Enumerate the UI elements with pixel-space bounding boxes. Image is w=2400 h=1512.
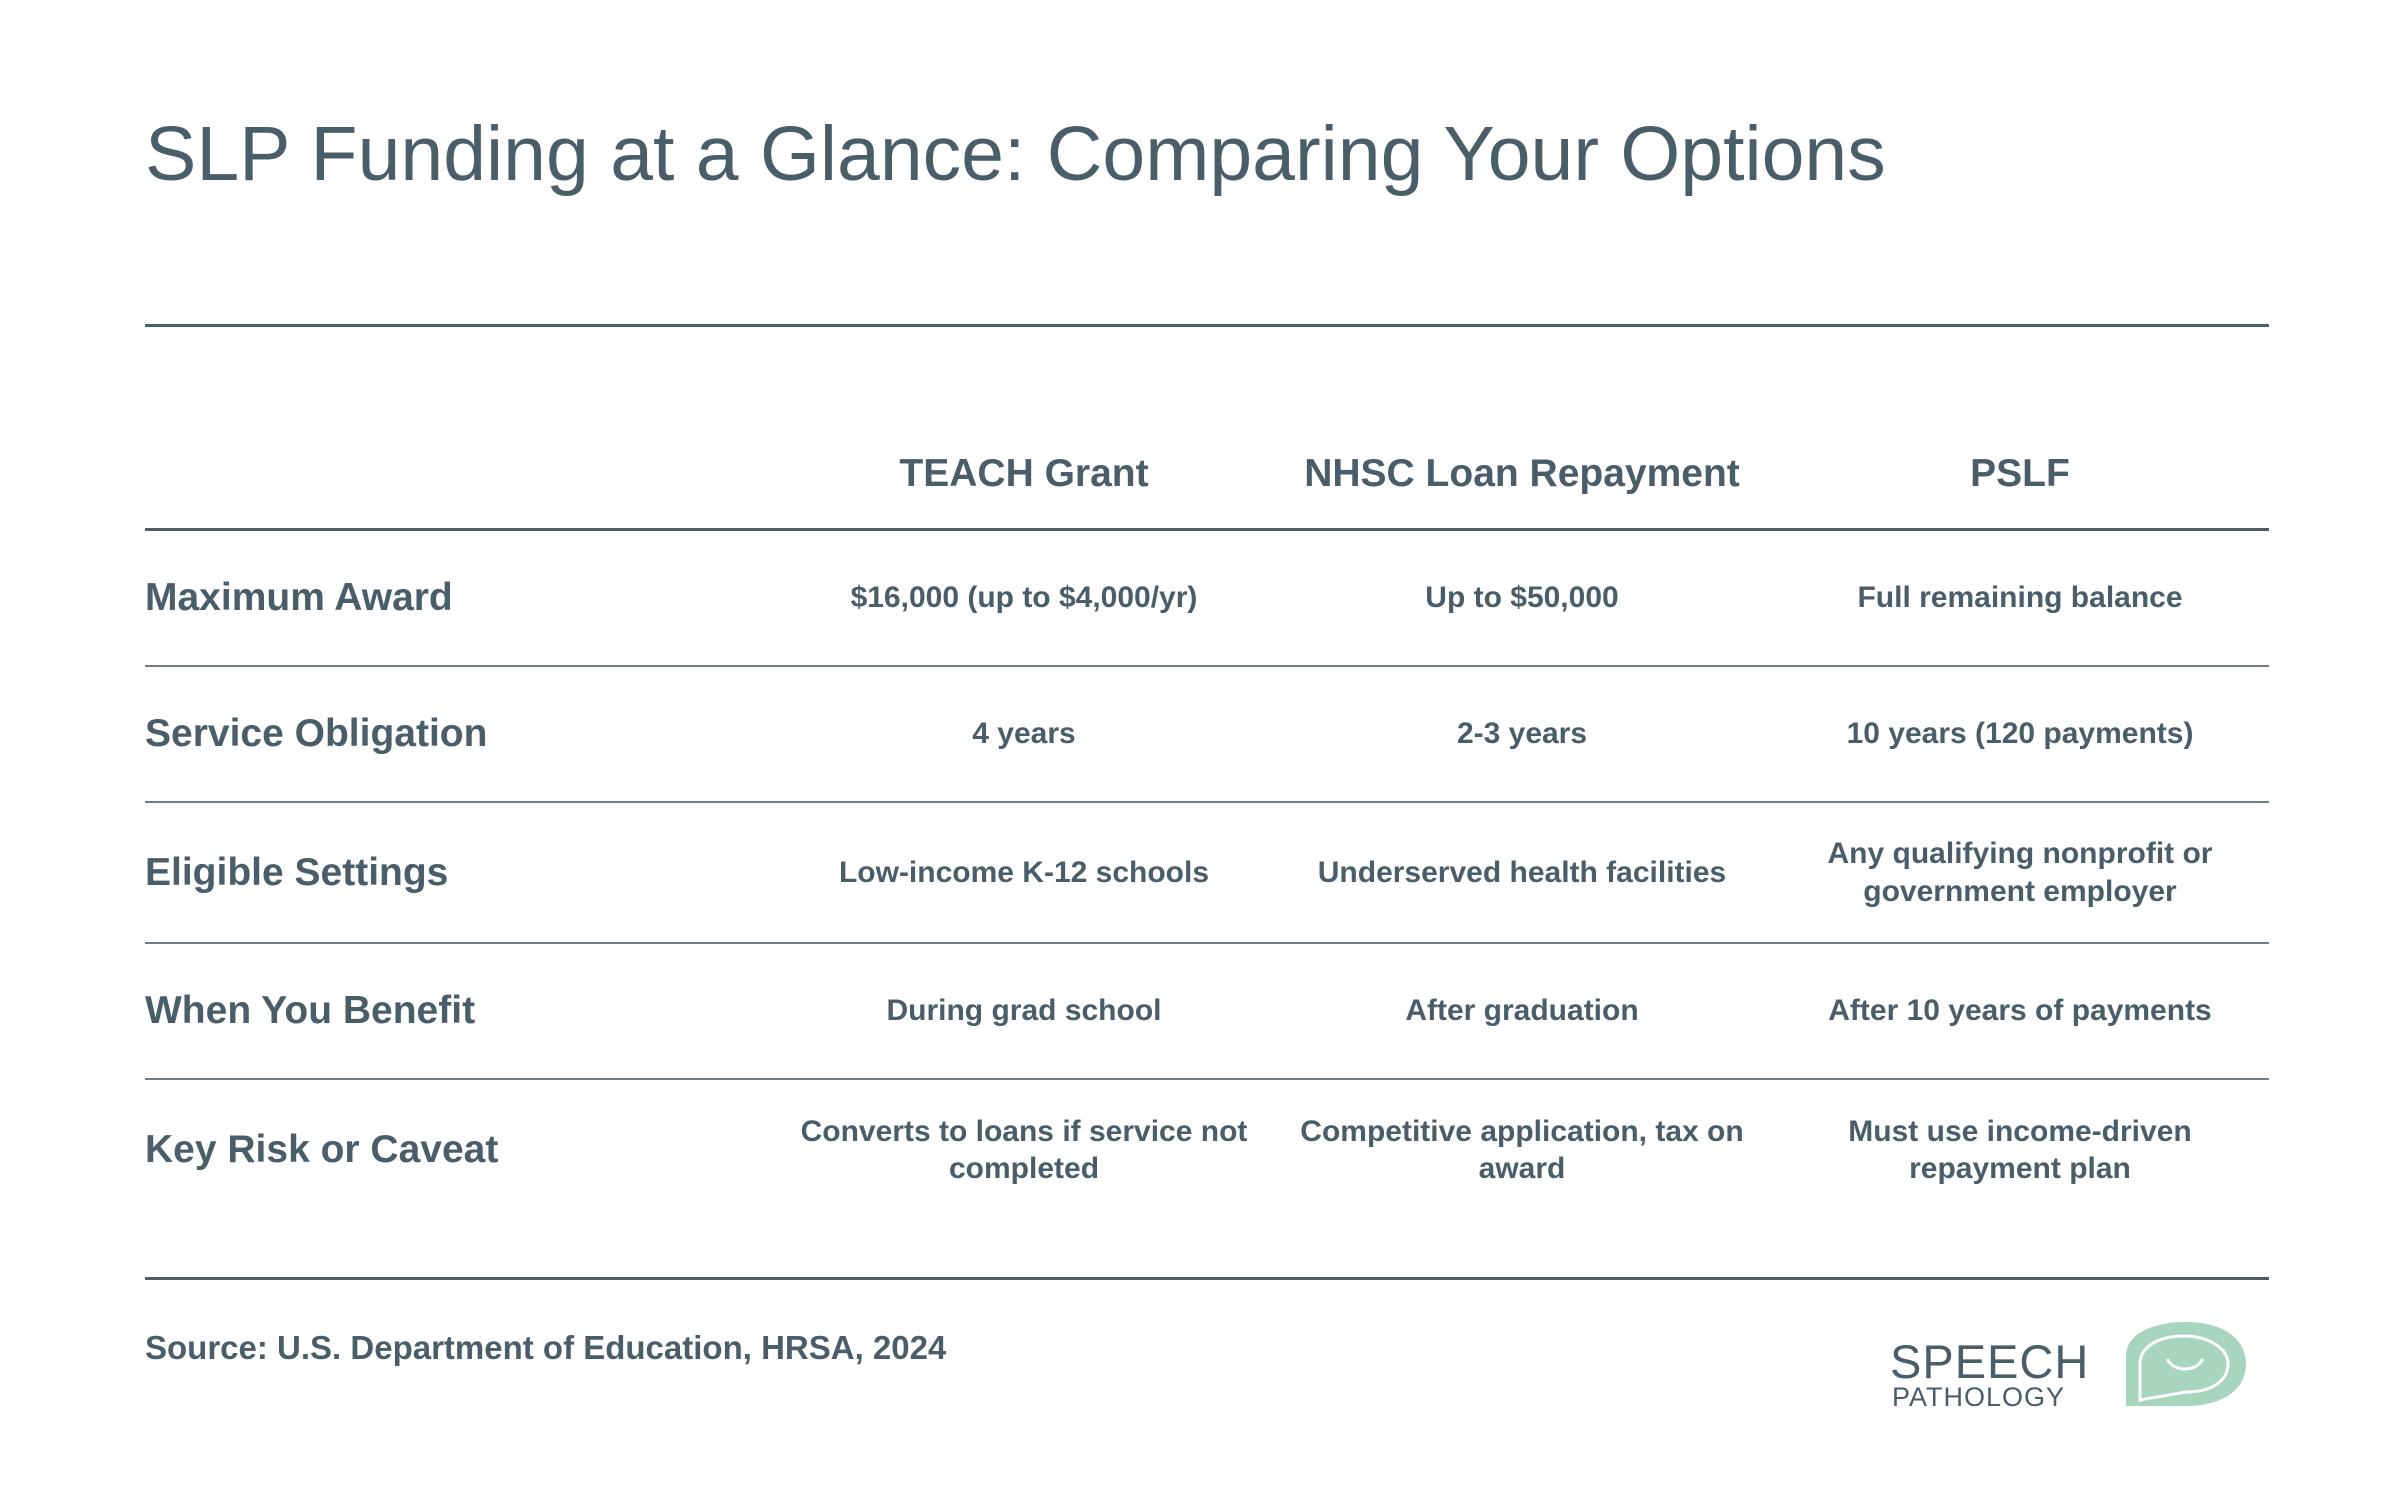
table-cell: 10 years (120 payments) (1846, 717, 2194, 751)
column-header-nhsc: NHSC Loan Repayment (1304, 452, 1740, 495)
table-cell: After graduation (1405, 994, 1639, 1028)
table-cell: Competitive application, tax on award (1300, 1114, 1744, 1185)
table-row (145, 1080, 2269, 1220)
table-cell: During grad school (886, 994, 1162, 1028)
table-cell: Any qualifying nonprofit or government employer (1827, 837, 2213, 908)
table-header-row (145, 420, 2269, 531)
table-cell: 4 years (972, 717, 1076, 751)
table-cell: Low-income K-12 schools (838, 855, 1210, 889)
row-label: Maximum Award (145, 576, 453, 619)
table-row (145, 667, 2269, 803)
speech-bubble-smile-icon (2116, 1320, 2248, 1410)
table-cell: Must use income-driven repayment plan (1848, 1114, 2192, 1185)
table-cell: Up to $50,000 (1425, 581, 1619, 615)
source-note: Source: U.S. Department of Education, HRSA, 2024 (145, 1329, 947, 1366)
table-row (145, 531, 2269, 667)
table-cell: $16,000 (up to $4,000/yr) (850, 581, 1198, 615)
table-cell: Full remaining balance (1857, 581, 2183, 615)
table-cell: Converts to loans if service not completed (800, 1114, 1248, 1185)
row-label: Key Risk or Caveat (145, 1128, 499, 1171)
table-cell: After 10 years of payments (1828, 994, 2212, 1028)
comparison-table (145, 420, 2269, 1220)
column-header-teach: TEACH Grant (899, 452, 1149, 495)
page-title: SLP Funding at a Glance: Comparing Your Options (145, 111, 1886, 197)
row-label: When You Benefit (145, 989, 476, 1032)
table-row (145, 803, 2269, 944)
table-cell: Underserved health facilities (1317, 855, 1727, 889)
column-header-pslf: PSLF (1970, 452, 2070, 495)
logo-text-speech: SPEECH (1890, 1335, 2090, 1388)
table-cell: 2-3 years (1456, 717, 1588, 751)
bottom-divider (145, 1277, 2269, 1280)
row-label: Service Obligation (145, 712, 488, 755)
speech-pathology-logo (1890, 1320, 2255, 1420)
row-label: Eligible Settings (145, 850, 449, 894)
logo-text-pathology: PATHOLOGY (1892, 1382, 2066, 1412)
top-divider (145, 324, 2269, 327)
table-row (145, 944, 2269, 1080)
